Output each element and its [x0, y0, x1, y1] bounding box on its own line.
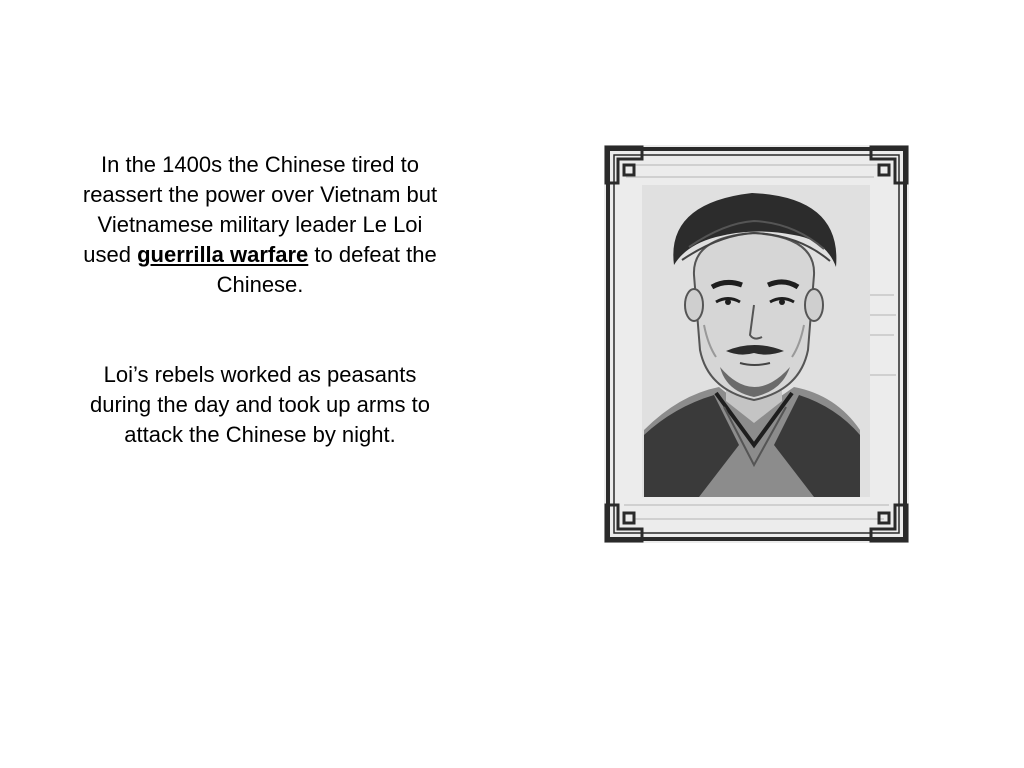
paragraph-le-loi-intro: In the 1400s the Chinese tired to reassert the power over Vietnam but Vietnamese military leader Le Loi used [82, 152, 438, 267]
term-guerrilla-warfare: guerrilla warfare [137, 242, 309, 267]
paragraph-le-loi-outro: to defeat the Chinese. [216, 242, 437, 297]
text-column [80, 150, 440, 450]
paragraph-le-loi [80, 150, 440, 300]
paragraph-rebels: Loi’s rebels worked as peasants during the day and took up arms to attack the Chinese by night. [90, 362, 430, 447]
le-loi-portrait-icon [604, 145, 909, 543]
